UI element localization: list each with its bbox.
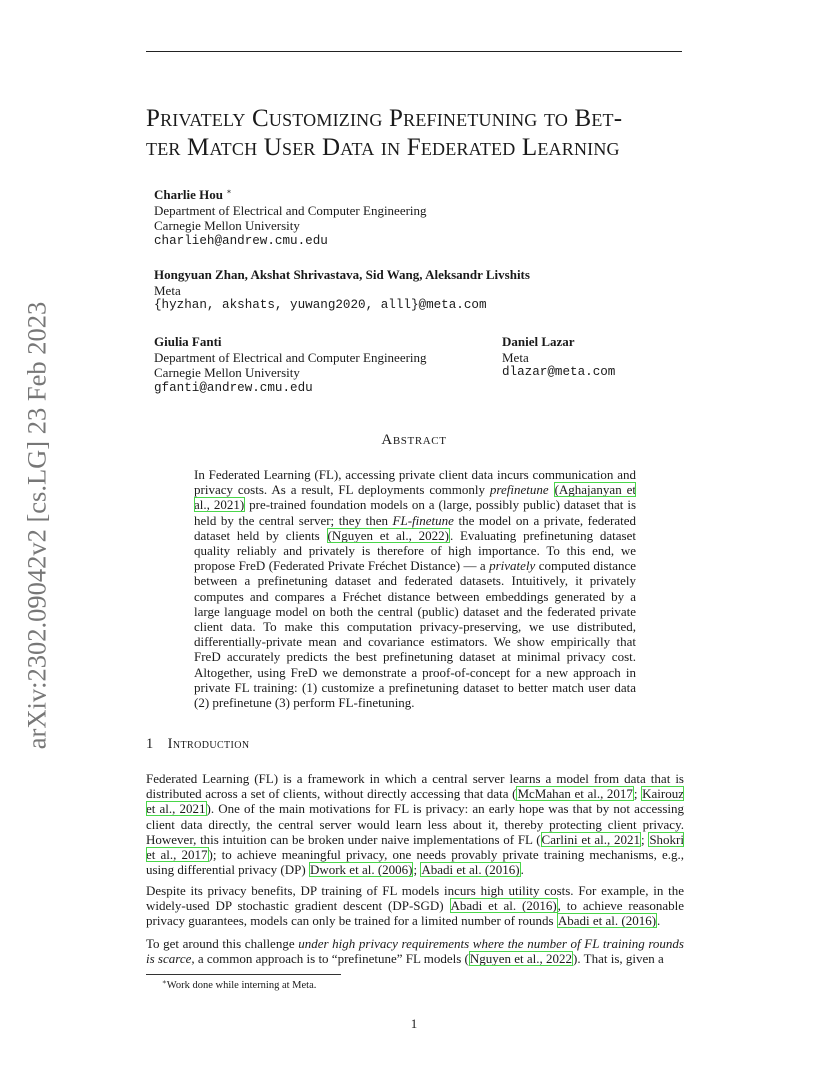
author-name: Charlie Hou bbox=[154, 187, 223, 202]
intro-paragraph-1: Federated Learning (FL) is a framework in which a central server learns a model from data that is distributed across a set of clients, without directly accessing that data (McMahan et al., 2017; Kairouz et al., 2021). One of the main motivations for FL is privacy: an early hope was that by not accessing client data directly, the central server would learn less about it, thereby protecting client privacy. However, this intuition can be broken under naive implementations of FL (Carlini et al., 2021; Shokri et al., 2017); to achieve meaningful privacy, one needs provably private training mechanisms, e.g., using differential privacy (DP) Dwork et al. (2006); Abadi et al. (2016). bbox=[146, 771, 685, 878]
author-institution: Carnegie Mellon University bbox=[154, 365, 300, 380]
author-email: charlieh@andrew.cmu.edu bbox=[154, 233, 328, 248]
footnote-mark: ∗ bbox=[162, 978, 167, 986]
citation-link[interactable]: Nguyen et al., 2022 bbox=[469, 951, 573, 967]
section-title: Introduction bbox=[167, 736, 250, 752]
author-emails: {hyzhan, akshats, yuwang2020, alll}@meta.com bbox=[154, 298, 487, 312]
citation-link[interactable]: Abadi et al. (2016) bbox=[450, 898, 557, 914]
footnote bbox=[162, 978, 316, 991]
footnote-rule bbox=[146, 974, 341, 975]
author-department: Department of Electrical and Computer Engineering bbox=[154, 202, 427, 218]
author-names: Hongyuan Zhan, Akshat Shrivastava, Sid Wang, Aleksandr Livshits bbox=[154, 267, 530, 282]
citation-link[interactable]: (Nguyen et al., 2022) bbox=[327, 527, 449, 543]
author-email: dlazar@meta.com bbox=[502, 365, 616, 379]
page-number: 1 bbox=[410, 1016, 418, 1031]
author-giulia-fanti bbox=[154, 334, 427, 396]
abstract-heading: Abstract bbox=[381, 432, 447, 448]
author-institution: Meta bbox=[154, 282, 181, 298]
paper-title bbox=[146, 104, 691, 162]
author-institution: Meta bbox=[502, 349, 529, 365]
author-email: gfanti@andrew.cmu.edu bbox=[154, 380, 313, 395]
intro-paragraph-2: Despite its privacy benefits, DP training of FL models incurs high utility costs. For example, in the widely-used DP stochastic gradient descent (DP-SGD) Abadi et al. (2016), to achieve reasonable privacy guarantees, models can only be trained for a limited number of rounds Abadi et al. (2016). bbox=[146, 883, 684, 929]
author-daniel-lazar bbox=[502, 334, 615, 381]
citation-link[interactable]: Abadi et al. (2016) bbox=[421, 862, 520, 878]
citation-link[interactable]: McMahan et al., 2017 bbox=[517, 786, 633, 802]
arxiv-side-identifier bbox=[20, 290, 54, 760]
section-number: 1 bbox=[146, 736, 154, 752]
citation-link[interactable]: Abadi et al. (2016) bbox=[557, 913, 657, 929]
title-line-1: Privately Customizing Prefinetuning to Bet- bbox=[146, 105, 623, 132]
citation-link[interactable]: Dwork et al. (2006) bbox=[309, 862, 413, 878]
author-department: Department of Electrical and Computer Engineering bbox=[154, 349, 427, 365]
author-name: Daniel Lazar bbox=[502, 334, 575, 349]
citation-link[interactable]: Shokri et al., 2017 bbox=[146, 831, 684, 863]
intro-paragraph-3: To get around this challenge under high privacy requirements where the number of FL training rounds is scarce, a common approach is to “prefinetune” FL models (Nguyen et al., 2022). That is, given a bbox=[146, 936, 684, 967]
footnote-text: Work done while interning at Meta. bbox=[166, 980, 317, 991]
citation-link[interactable]: Kairouz et al., 2021 bbox=[146, 786, 684, 817]
arxiv-side-text: arXiv:2302.09042v2 [cs.LG] 23 Feb 2023 bbox=[21, 301, 52, 749]
title-line-2: ter Match User Data in Federated Learning bbox=[146, 134, 620, 161]
citation-link[interactable]: Carlini et al., 2021 bbox=[541, 831, 640, 847]
citation-link[interactable]: (Aghajanyan et al., 2021) bbox=[194, 482, 636, 513]
author-charlie-hou bbox=[154, 184, 427, 249]
author-group-meta bbox=[154, 267, 530, 314]
abstract-text: In Federated Learning (FL), accessing private client data incurs communication and privacy costs. As a result, FL deployments commonly prefinetune (Aghajanyan et al., 2021) pre-trained foundation models on a (large, possibly public) dataset that is held by the central server; they then FL-finetune the model on a private, federated dataset held by clients (Nguyen et al., 2022). Evaluating prefinetuning dataset quality reliably and privately is therefore of high importance. To this end, we propose FreD (Federated Private Fréchet Distance) — a privately computed distance between a prefinetuning dataset and federated datasets. Intuitively, it privately computes and compares a Fréchet distance between embeddings generated by a large language model on both the central (public) dataset and the federated private client data. To make this computation privacy-preserving, we use distributed, differentially-private mean and covariance estimators. We show empirically that FreD accurately predicts the best prefinetuning dataset at minimal privacy cost. Altogether, using FreD we demonstrate a proof-of-concept for a new approach in private FL training: (1) customize a prefinetuning dataset to better match user data (2) prefinetune (3) perform FL-finetuning. bbox=[194, 467, 637, 711]
top-rule bbox=[146, 51, 682, 52]
footnote-marker: ∗ bbox=[226, 187, 232, 196]
author-institution: Carnegie Mellon University bbox=[154, 218, 300, 233]
author-name: Giulia Fanti bbox=[154, 334, 222, 349]
section-heading-introduction bbox=[146, 736, 250, 753]
